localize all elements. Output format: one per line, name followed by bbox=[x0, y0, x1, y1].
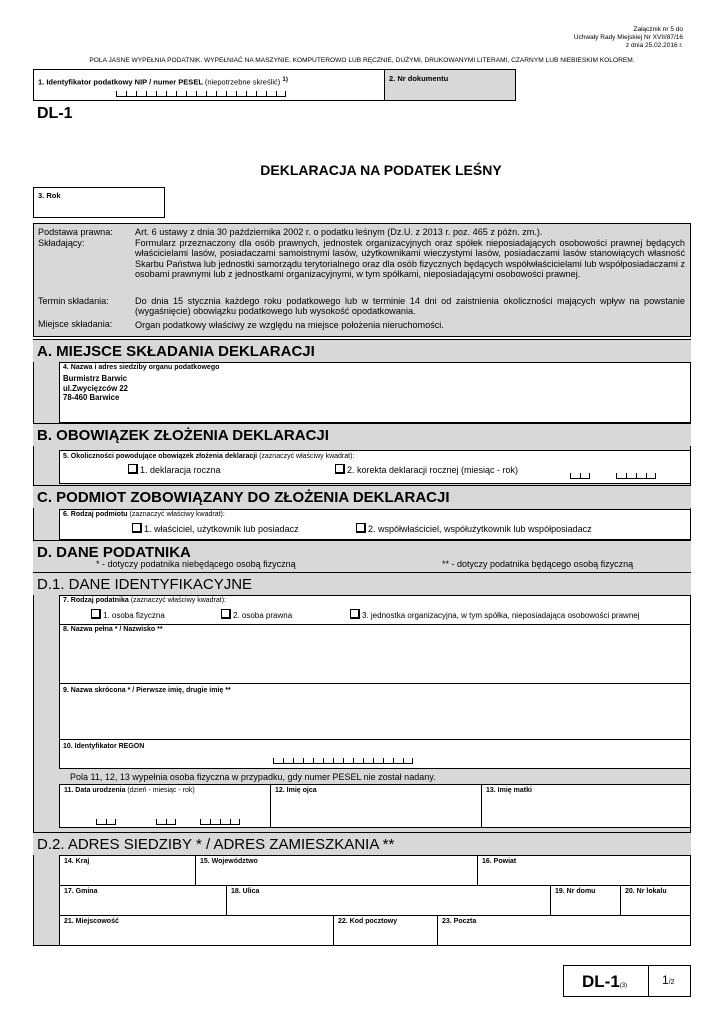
option-owner[interactable] bbox=[132, 523, 299, 534]
field-4-box[interactable] bbox=[59, 362, 691, 423]
field-2-box bbox=[384, 69, 516, 101]
field-3-label: 3. Rok bbox=[38, 191, 61, 200]
field-14-label: 14. Kraj bbox=[64, 858, 90, 865]
field-13-cell[interactable] bbox=[482, 785, 690, 827]
checkbox-icon[interactable] bbox=[221, 609, 231, 619]
field-9-box[interactable] bbox=[59, 683, 691, 740]
option-correction-label: 2. korekta deklaracji rocznej (miesiąc - rok) bbox=[347, 465, 519, 475]
checkbox-icon[interactable] bbox=[350, 609, 360, 619]
deadline-label: Termin składania: bbox=[38, 296, 109, 306]
field-4-label: 4. Nazwa i adres siedziby organu podatkowego bbox=[63, 364, 220, 371]
pesel-note: Pola 11, 12, 13 wypełnia osoba fizyczna w przypadku, gdy numer PESEL nie został nadany. bbox=[70, 772, 436, 782]
field-5-box bbox=[59, 450, 691, 484]
field-7-box bbox=[59, 595, 691, 625]
fill-instruction: POLA JASNE WYPEŁNIA PODATNIK. WYPEŁNIAĆ NA MASZYNIE, KOMPUTEROWO LUB RĘCZNIE, DUŻYMI, DRUKOWANYMI LITERAMI, CZARNYM LUB NIEBIESKIM KOLOREM. bbox=[89, 57, 635, 64]
address-grid bbox=[59, 855, 691, 946]
option-natural-person[interactable] bbox=[91, 609, 165, 620]
footer-version: (3) bbox=[619, 983, 628, 989]
month-comb bbox=[156, 819, 176, 825]
footer-code bbox=[582, 972, 627, 992]
checkbox-icon[interactable] bbox=[91, 609, 101, 619]
field-5-label bbox=[63, 453, 354, 460]
field-11-label bbox=[64, 787, 266, 794]
field-21-cell[interactable] bbox=[60, 916, 334, 945]
annex-line: Uchwały Rady Miejskiej Nr XVII/87/16 bbox=[573, 34, 683, 41]
field-15-cell[interactable] bbox=[196, 856, 478, 886]
section-d-title: D. DANE PODATNIKA bbox=[37, 544, 191, 561]
field-11-cell[interactable] bbox=[60, 785, 271, 827]
option-organization-label: 3. jednostka organizacyjna, w tym spółka, nieposiadająca osobowości prawnej bbox=[362, 611, 640, 620]
info-box bbox=[33, 223, 691, 337]
form-code: DL-1 bbox=[37, 105, 73, 122]
field-8-box[interactable] bbox=[59, 624, 691, 684]
regon-comb bbox=[273, 758, 413, 764]
year-comb bbox=[200, 819, 240, 825]
field-8-label: 8. Nazwa pełna * / Nazwisko ** bbox=[63, 626, 163, 633]
filer-label: Składający: bbox=[38, 238, 85, 248]
field-14-cell[interactable] bbox=[60, 856, 196, 886]
field-9-label: 9. Nazwa skrócona * / Pierwsze imię, drugie imię ** bbox=[63, 687, 231, 694]
option-natural-person-label: 1. osoba fizyczna bbox=[103, 611, 165, 620]
section-c-heading: C. PODMIOT ZOBOWIĄZANY DO ZŁOŻENIA DEKLARACJI bbox=[33, 485, 691, 508]
field-2-label: 2. Nr dokumentu bbox=[389, 74, 449, 83]
field-12-label: 12. Imię ojca bbox=[275, 787, 317, 794]
annex-note bbox=[574, 26, 683, 50]
field-6-label bbox=[63, 511, 225, 518]
office-line: 78-460 Barwice bbox=[63, 393, 120, 402]
field-21-label: 21. Miejscowość bbox=[64, 918, 119, 925]
place-label: Miejsce składania: bbox=[38, 319, 113, 329]
option-correction[interactable] bbox=[335, 464, 518, 475]
field-1-note: (niepotrzebne skreślić) bbox=[204, 77, 281, 87]
field-20-cell[interactable] bbox=[621, 886, 690, 916]
field-1-box[interactable] bbox=[33, 69, 385, 101]
field-1-label-text: 1. Identyfikator podatkowy NIP / numer PESEL bbox=[38, 77, 203, 87]
filer-text: Formularz przeznaczony dla osób prawnych, jednostek organizacyjnych oraz spółek nieposiadających osobowości prawnej będących właścicielami lasów, posiadaczami samoistnymi lasów, użytkownikami wieczystymi lasów, posiadaczami lasów stanowiących własność Skarbu Państwa lub jednostki samorządu terytorialnego oraz dla osób fizycznych będących współwłaścicielami lub współposiadaczami z osobami prawnymi lub z jednostkami organizacyjnymi, w tym spółkami, nieposiadającymi osobowości prawnej. bbox=[135, 238, 685, 280]
field-3-box[interactable] bbox=[33, 187, 165, 218]
option-legal-person[interactable] bbox=[221, 609, 292, 620]
footer-box bbox=[563, 965, 691, 997]
section-d1-heading: D.1. DANE IDENTYFIKACYJNE bbox=[33, 572, 691, 595]
legal-basis: Art. 6 ustawy z dnia 30 października 2002 r. o podatku leśnym (Dz.U. z 2013 r. poz. 465 z późn. zm.). bbox=[135, 227, 543, 237]
field-7-label bbox=[63, 597, 226, 604]
option-organization[interactable] bbox=[350, 609, 640, 620]
field-20-label: 20. Nr lokalu bbox=[625, 888, 667, 895]
office-line: ul.Zwycięzców 22 bbox=[63, 383, 128, 393]
year-comb bbox=[616, 473, 656, 479]
note-non-person: * - dotyczy podatnika niebędącego osobą fizyczną bbox=[96, 559, 296, 569]
field-1-label bbox=[38, 76, 288, 87]
field-6-note: (zaznaczyć właściwy kwadrat): bbox=[129, 511, 225, 518]
option-coowner[interactable] bbox=[356, 523, 592, 534]
checkbox-icon[interactable] bbox=[128, 464, 138, 474]
birth-parents-row bbox=[59, 784, 691, 828]
office-line: Burmistrz Barwic bbox=[63, 374, 128, 383]
form-title: DEKLARACJA NA PODATEK LEŚNY bbox=[260, 162, 502, 178]
field-11-note: (dzień - miesiąc - rok) bbox=[127, 787, 195, 794]
legal-basis-label: Podstawa prawna: bbox=[38, 227, 113, 237]
field-17-cell[interactable] bbox=[60, 886, 227, 916]
page-number bbox=[662, 973, 675, 987]
field-15-label: 15. Województwo bbox=[200, 858, 258, 865]
field-22-cell[interactable] bbox=[334, 916, 438, 945]
section-b-heading: B. OBOWIĄZEK ZŁOŻENIA DEKLARACJI bbox=[33, 423, 691, 446]
field-5-note: (zaznaczyć właściwy kwadrat): bbox=[259, 453, 355, 460]
field-22-label: 22. Kod pocztowy bbox=[338, 918, 398, 925]
option-legal-person-label: 2. osoba prawna bbox=[233, 611, 293, 620]
field-7-note: (zaznaczyć właściwy kwadrat): bbox=[130, 597, 226, 604]
field-6-box bbox=[59, 509, 691, 540]
month-comb bbox=[570, 473, 590, 479]
day-comb bbox=[96, 819, 116, 825]
field-10-box[interactable] bbox=[59, 739, 691, 769]
tax-office-address bbox=[63, 374, 128, 403]
checkbox-icon[interactable] bbox=[356, 523, 366, 533]
option-annual[interactable] bbox=[128, 464, 221, 475]
option-owner-label: 1. właściciel, użytkownik lub posiadacz bbox=[144, 524, 299, 534]
section-d-heading bbox=[33, 540, 691, 572]
option-annual-label: 1. deklaracja roczna bbox=[140, 465, 221, 475]
field-16-label: 16. Powiat bbox=[482, 858, 517, 865]
field-13-label: 13. Imię matki bbox=[486, 787, 532, 794]
field-17-label: 17. Gmina bbox=[64, 888, 98, 895]
field-18-label: 18. Ulica bbox=[231, 888, 260, 895]
field-19-cell[interactable] bbox=[551, 886, 621, 916]
field-10-label: 10. Identyfikator REGON bbox=[63, 743, 145, 750]
field-18-cell[interactable] bbox=[227, 886, 551, 916]
section-d2-heading: D.2. ADRES SIEDZIBY * / ADRES ZAMIESZKANIA ** bbox=[33, 832, 691, 855]
deadline-text: Do dnia 15 stycznia każdego roku podatkowego lub w terminie 14 dni od zaistnienia okoliczności mających wpływ na powstanie (wygaśnięcie) obowiązku podatkowego lub wysokość opodatkowania. bbox=[135, 296, 685, 317]
field-5-label-text: 5. Okoliczności powodujące obowiązek złożenia deklaracji bbox=[63, 453, 258, 460]
note-person: ** - dotyczy podatnika będącego osobą fizyczną bbox=[442, 559, 634, 569]
checkbox-icon[interactable] bbox=[335, 464, 345, 474]
annex-line: z dnia 25.02.2016 r. bbox=[625, 42, 683, 49]
field-7-label-text: 7. Rodzaj podatnika bbox=[63, 597, 129, 604]
field-11-label-text: 11. Data urodzenia bbox=[64, 787, 126, 794]
checkbox-icon[interactable] bbox=[132, 523, 142, 533]
annex-line: Załącznik nr 5 do bbox=[633, 26, 683, 33]
field-6-label-text: 6. Rodzaj podmiotu bbox=[63, 511, 128, 518]
field-23-cell[interactable] bbox=[438, 916, 690, 945]
place-text: Organ podatkowy właściwy ze względu na miejsce położenia nieruchomości. bbox=[135, 320, 444, 330]
section-a-heading: A. MIEJSCE SKŁADANIA DEKLARACJI bbox=[33, 339, 691, 362]
page-current: 1 bbox=[662, 973, 669, 987]
field-23-label: 23. Poczta bbox=[442, 918, 477, 925]
field-19-label: 19. Nr domu bbox=[555, 888, 596, 895]
field-16-cell[interactable] bbox=[478, 856, 690, 886]
footer-form-code: DL-1 bbox=[582, 972, 620, 991]
nip-comb bbox=[116, 91, 286, 97]
footer-divider bbox=[648, 966, 649, 996]
option-coowner-label: 2. współwłaściciel, współużytkownik lub współposiadacz bbox=[368, 524, 592, 534]
page-total: /2 bbox=[668, 979, 675, 986]
field-12-cell[interactable] bbox=[271, 785, 482, 827]
field-1-footnote: 1) bbox=[282, 76, 288, 83]
